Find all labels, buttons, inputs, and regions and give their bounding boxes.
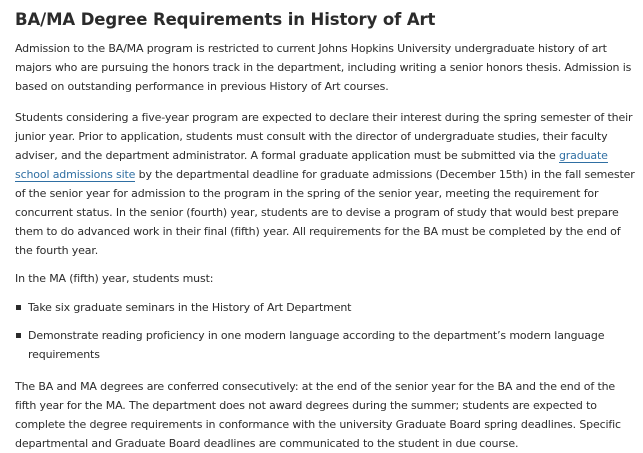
- ma-year-intro: In the MA (fifth) year, students must:: [15, 272, 214, 285]
- application-text-before-link: Students considering a five-year program are expected to declare their interest during the spring semester of their junior year. Prior to application, students must consult with the director of undergraduate studies, their faculty adviser, and the department administrator. A formal graduate application must be submitted via the: [15, 111, 633, 162]
- list-item-text: Take six graduate seminars in the History of Art Department: [28, 301, 352, 314]
- bullet-square-icon: [16, 333, 21, 338]
- application-paragraph: [15, 108, 635, 260]
- page-title: BA/MA Degree Requirements in History of Art: [15, 10, 436, 29]
- graduate-school-admissions-link[interactable]: graduate school admissions site: [15, 149, 608, 181]
- list-item: [15, 298, 635, 317]
- admission-paragraph: Admission to the BA/MA program is restricted to current Johns Hopkins University undergraduate history of art majors who are pursuing the honors track in the department, including writing a senior honors thesis. Admission is based on outstanding performance in previous History of Art courses.: [15, 42, 632, 93]
- list-item-text: Demonstrate reading proficiency in one modern language according to the department’s modern language requirements: [28, 329, 605, 361]
- list-item: [15, 326, 635, 364]
- degree-conferral-paragraph: The BA and MA degrees are conferred consecutively: at the end of the senior year for the BA and the end of the fifth year for the MA. The department does not award degrees during the summer; students are expected to complete the degree requirements in conformance with the university Graduate Board spring deadlines. Specific departmental and Graduate Board deadlines are communicated to the student in due course.: [15, 380, 621, 450]
- bullet-square-icon: [16, 305, 21, 310]
- application-text-after-link: by the departmental deadline for graduate admissions (December 15th) in the fall semester of the senior year for admission to the program in the spring of the senior year, meeting the requirement for concurrent status. In the senior (fourth) year, students are to devise a program of study that would best prepare them to do advanced work in their final (fifth) year. All requirements for the BA must be completed by the end of the fourth year.: [15, 168, 635, 257]
- ma-requirements-list: [15, 298, 635, 364]
